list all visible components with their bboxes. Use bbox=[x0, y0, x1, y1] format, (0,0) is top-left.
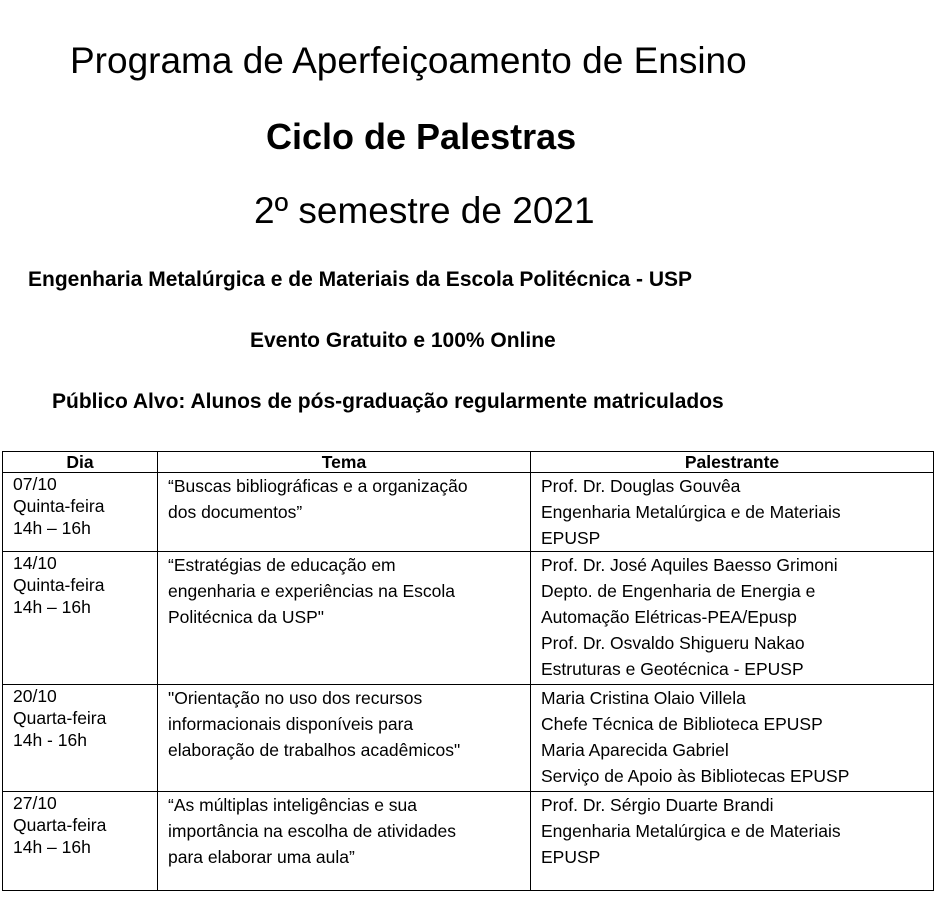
table-row bbox=[3, 473, 934, 552]
palestrante-line: Maria Cristina Olaio Villela bbox=[541, 688, 746, 708]
cycle-title: Ciclo de Palestras bbox=[266, 116, 577, 157]
cell-tema bbox=[158, 552, 531, 685]
column-header-tema: Tema bbox=[158, 452, 531, 473]
time-text: 14h – 16h bbox=[13, 837, 91, 857]
date-text: 27/10 bbox=[13, 793, 57, 813]
palestrante-line: Chefe Técnica de Biblioteca EPUSP bbox=[541, 714, 823, 734]
cell-dia bbox=[3, 473, 158, 552]
date-text: 07/10 bbox=[13, 474, 57, 494]
palestrante-line: Estruturas e Geotécnica - EPUSP bbox=[541, 659, 804, 679]
palestrante-line: Prof. Dr. José Aquiles Baesso Grimoni bbox=[541, 555, 838, 575]
tema-line: “Buscas bibliográficas e a organização bbox=[168, 476, 468, 496]
time-text: 14h - 16h bbox=[13, 730, 87, 750]
weekday-text: Quarta-feira bbox=[13, 815, 107, 835]
tema-line: “As múltiplas inteligências e sua bbox=[168, 795, 418, 815]
table-header-row bbox=[3, 452, 934, 473]
program-title: Programa de Aperfeiçoamento de Ensino bbox=[70, 40, 747, 81]
tema-line: "Orientação no uso dos recursos bbox=[168, 688, 423, 708]
tema-line: engenharia e experiências na Escola bbox=[168, 581, 455, 601]
palestrante-line: EPUSP bbox=[541, 528, 601, 548]
table-row bbox=[3, 685, 934, 792]
cell-tema bbox=[158, 473, 531, 552]
weekday-text: Quinta-feira bbox=[13, 575, 105, 595]
column-header-palestrante: Palestrante bbox=[531, 452, 934, 473]
palestrante-line: Automação Elétricas-PEA/Epusp bbox=[541, 607, 797, 627]
palestrante-line: Prof. Dr. Osvaldo Shigueru Nakao bbox=[541, 633, 805, 653]
cell-dia bbox=[3, 792, 158, 891]
palestrante-line: Maria Aparecida Gabriel bbox=[541, 740, 729, 760]
weekday-text: Quarta-feira bbox=[13, 708, 107, 728]
tema-line: Politécnica da USP" bbox=[168, 607, 325, 627]
department-title: Engenharia Metalúrgica e de Materiais da Escola Politécnica - USP bbox=[28, 268, 693, 291]
tema-line: dos documentos” bbox=[168, 502, 303, 522]
schedule-table bbox=[2, 451, 934, 891]
tema-line: “Estratégias de educação em bbox=[168, 555, 396, 575]
cell-tema bbox=[158, 685, 531, 792]
tema-line: importância na escolha de atividades bbox=[168, 821, 456, 841]
tema-line: informacionais disponíveis para bbox=[168, 714, 414, 734]
cell-palestrante bbox=[531, 552, 934, 685]
tema-line: elaboração de trabalhos acadêmicos" bbox=[168, 740, 461, 760]
event-subtitle: Evento Gratuito e 100% Online bbox=[250, 329, 556, 352]
table-row bbox=[3, 792, 934, 891]
palestrante-line: Prof. Dr. Sérgio Duarte Brandi bbox=[541, 795, 774, 815]
cell-dia bbox=[3, 552, 158, 685]
cell-palestrante bbox=[531, 792, 934, 891]
date-text: 14/10 bbox=[13, 553, 57, 573]
cell-tema bbox=[158, 792, 531, 891]
cell-palestrante bbox=[531, 473, 934, 552]
column-header-dia: Dia bbox=[3, 452, 158, 473]
palestrante-line: Serviço de Apoio às Bibliotecas EPUSP bbox=[541, 766, 850, 786]
palestrante-line: EPUSP bbox=[541, 847, 601, 867]
tema-line: para elaborar uma aula” bbox=[168, 847, 355, 867]
palestrante-line: Prof. Dr. Douglas Gouvêa bbox=[541, 476, 741, 496]
table-row bbox=[3, 552, 934, 685]
semester-title: 2º semestre de 2021 bbox=[254, 190, 595, 231]
audience-subtitle: Público Alvo: Alunos de pós-graduação regularmente matriculados bbox=[52, 390, 724, 413]
time-text: 14h – 16h bbox=[13, 597, 91, 617]
time-text: 14h – 16h bbox=[13, 518, 91, 538]
palestrante-line: Engenharia Metalúrgica e de Materiais bbox=[541, 502, 841, 522]
palestrante-line: Engenharia Metalúrgica e de Materiais bbox=[541, 821, 841, 841]
cell-dia bbox=[3, 685, 158, 792]
palestrante-line: Depto. de Engenharia de Energia e bbox=[541, 581, 816, 601]
weekday-text: Quinta-feira bbox=[13, 496, 105, 516]
cell-palestrante bbox=[531, 685, 934, 792]
date-text: 20/10 bbox=[13, 686, 57, 706]
